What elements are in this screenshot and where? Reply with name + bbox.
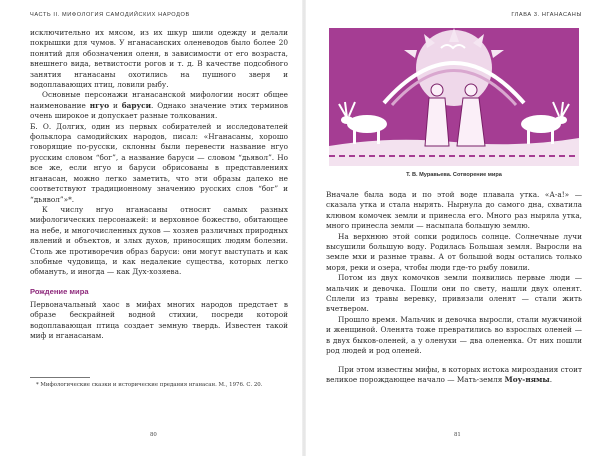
right-page-text [326, 190, 582, 385]
text-run: . [549, 374, 553, 384]
paragraph: Б. О. Долгих, один из первых собирателей и исследователей фольклора самодийских народов, писал: «Нганасаны, хорошо говорящие по-русски, склонны были перевести название нгуо русским словом “бог”, а название баруси — словом “дьявол”. Но все же, если нгуо и баруси обрисованы в представлениях нганасан, можно легко заметить, что эти образы далеко не соответствуют традиционному значению русских слов “бог” и “дьявол”»*. [30, 121, 288, 204]
page-number-left: 80 [150, 432, 157, 438]
footnote-rule [30, 377, 90, 378]
paragraph: исключительно их мясом, из их шкур шили одежду и делали покрышки для чумов. У нганасанских оленеводов было более 20 понятий для обозначения оленя, в зависимости от его возраста, внешнего вида, ветвистости рогов и т. д. В качестве подсобного занятия нганасаны охотились на пушного зверя и водоплавающих птиц, ловили рыбу. [30, 28, 288, 90]
illustration-creation-of-world [329, 28, 579, 166]
paragraph: На верхнюю этой сопки родилось солнце. Солнечные лучи высушили большую воду. Родилась Большая земля. Выросли на земле мхи и разные травы. А от большой воды остались только моря, реки и озера, чтобы люди где-то рыбу ловили. [326, 231, 582, 272]
paragraph: Вначале была вода и по этой воде плавала утка. «А-а!» — сказала утка и стала нырять. Нырнула до самого дна, схватила клювом комочек земли и принесла его. Много раз ныряла утка, много принесла земли — насыпала большую землю. [326, 190, 582, 231]
term-barusi: баруси [121, 100, 152, 110]
paragraph: Прошло время. Мальчик и девочка выросли, стали мужчиной и женщиной. Оленята тоже превратились во взрослых оленей — в двух быков-оленей, а у оленухи — два олененка. От них пошли род людей и род оленей. [326, 314, 582, 356]
text-run: При этом известны мифы, в которых истока мироздания стоит великое порождающее начало — Мать-земля [326, 364, 582, 384]
text-run: Основные персонажи нганасанской мифологии носят общее наименование [30, 90, 288, 110]
text-run: и [109, 100, 122, 110]
term-mou-nyamy: Моу-нямы [504, 374, 550, 384]
footnote: * Мифологические сказки и исторические предания нганасан. М., 1976. С. 20. [36, 382, 263, 389]
right-page [304, 0, 608, 456]
paragraph: Первоначальный хаос в мифах многих народов предстает в образе бескрайней водной стихии, посреди которой водоплавающая птица создает земную твердь. Известен такой миф и нганасанам. [30, 299, 288, 340]
section-title: Рождение мира [30, 286, 89, 296]
running-head-right: ГЛАВА 3. НГАНАСАНЫ [511, 12, 582, 18]
figure-caption: Т. В. Муравьева. Сотворение мира [406, 172, 502, 178]
left-page-text [30, 28, 288, 341]
paragraph [326, 365, 582, 386]
paragraph [30, 90, 288, 121]
paragraph: Потом из двух комочков земли появились первые люди — мальчик и девочка. Пошли они по свету, нашли двух оленят. Сплели из травы веревку, привязали оленят — стали жить вчетвером. [326, 273, 582, 314]
illustration-art [329, 28, 579, 166]
paragraph: К числу нгуо нганасаны относят самых разных мифологических персонажей: и верховное божество, обитающее на небе, и многочисленных духов — хозяев различных природных явлений и объектов, и злых духов, приносящих людям болезни. Столь же противоречив образ баруси: они могут выступать и как злобные чудовища, и как недалекие существа, которых легко обмануть, и иногда — как Дух-хозяева. [30, 204, 288, 277]
term-nguo: нгуо [89, 100, 110, 110]
text-run: . Однако значение этих терминов очень широкое и допускает разные толкования. [30, 100, 288, 121]
page-number-right: 81 [454, 432, 461, 438]
running-head-left: ЧАСТЬ II. МИФОЛОГИЯ САМОДИЙСКИХ НАРОДОВ [30, 12, 190, 18]
